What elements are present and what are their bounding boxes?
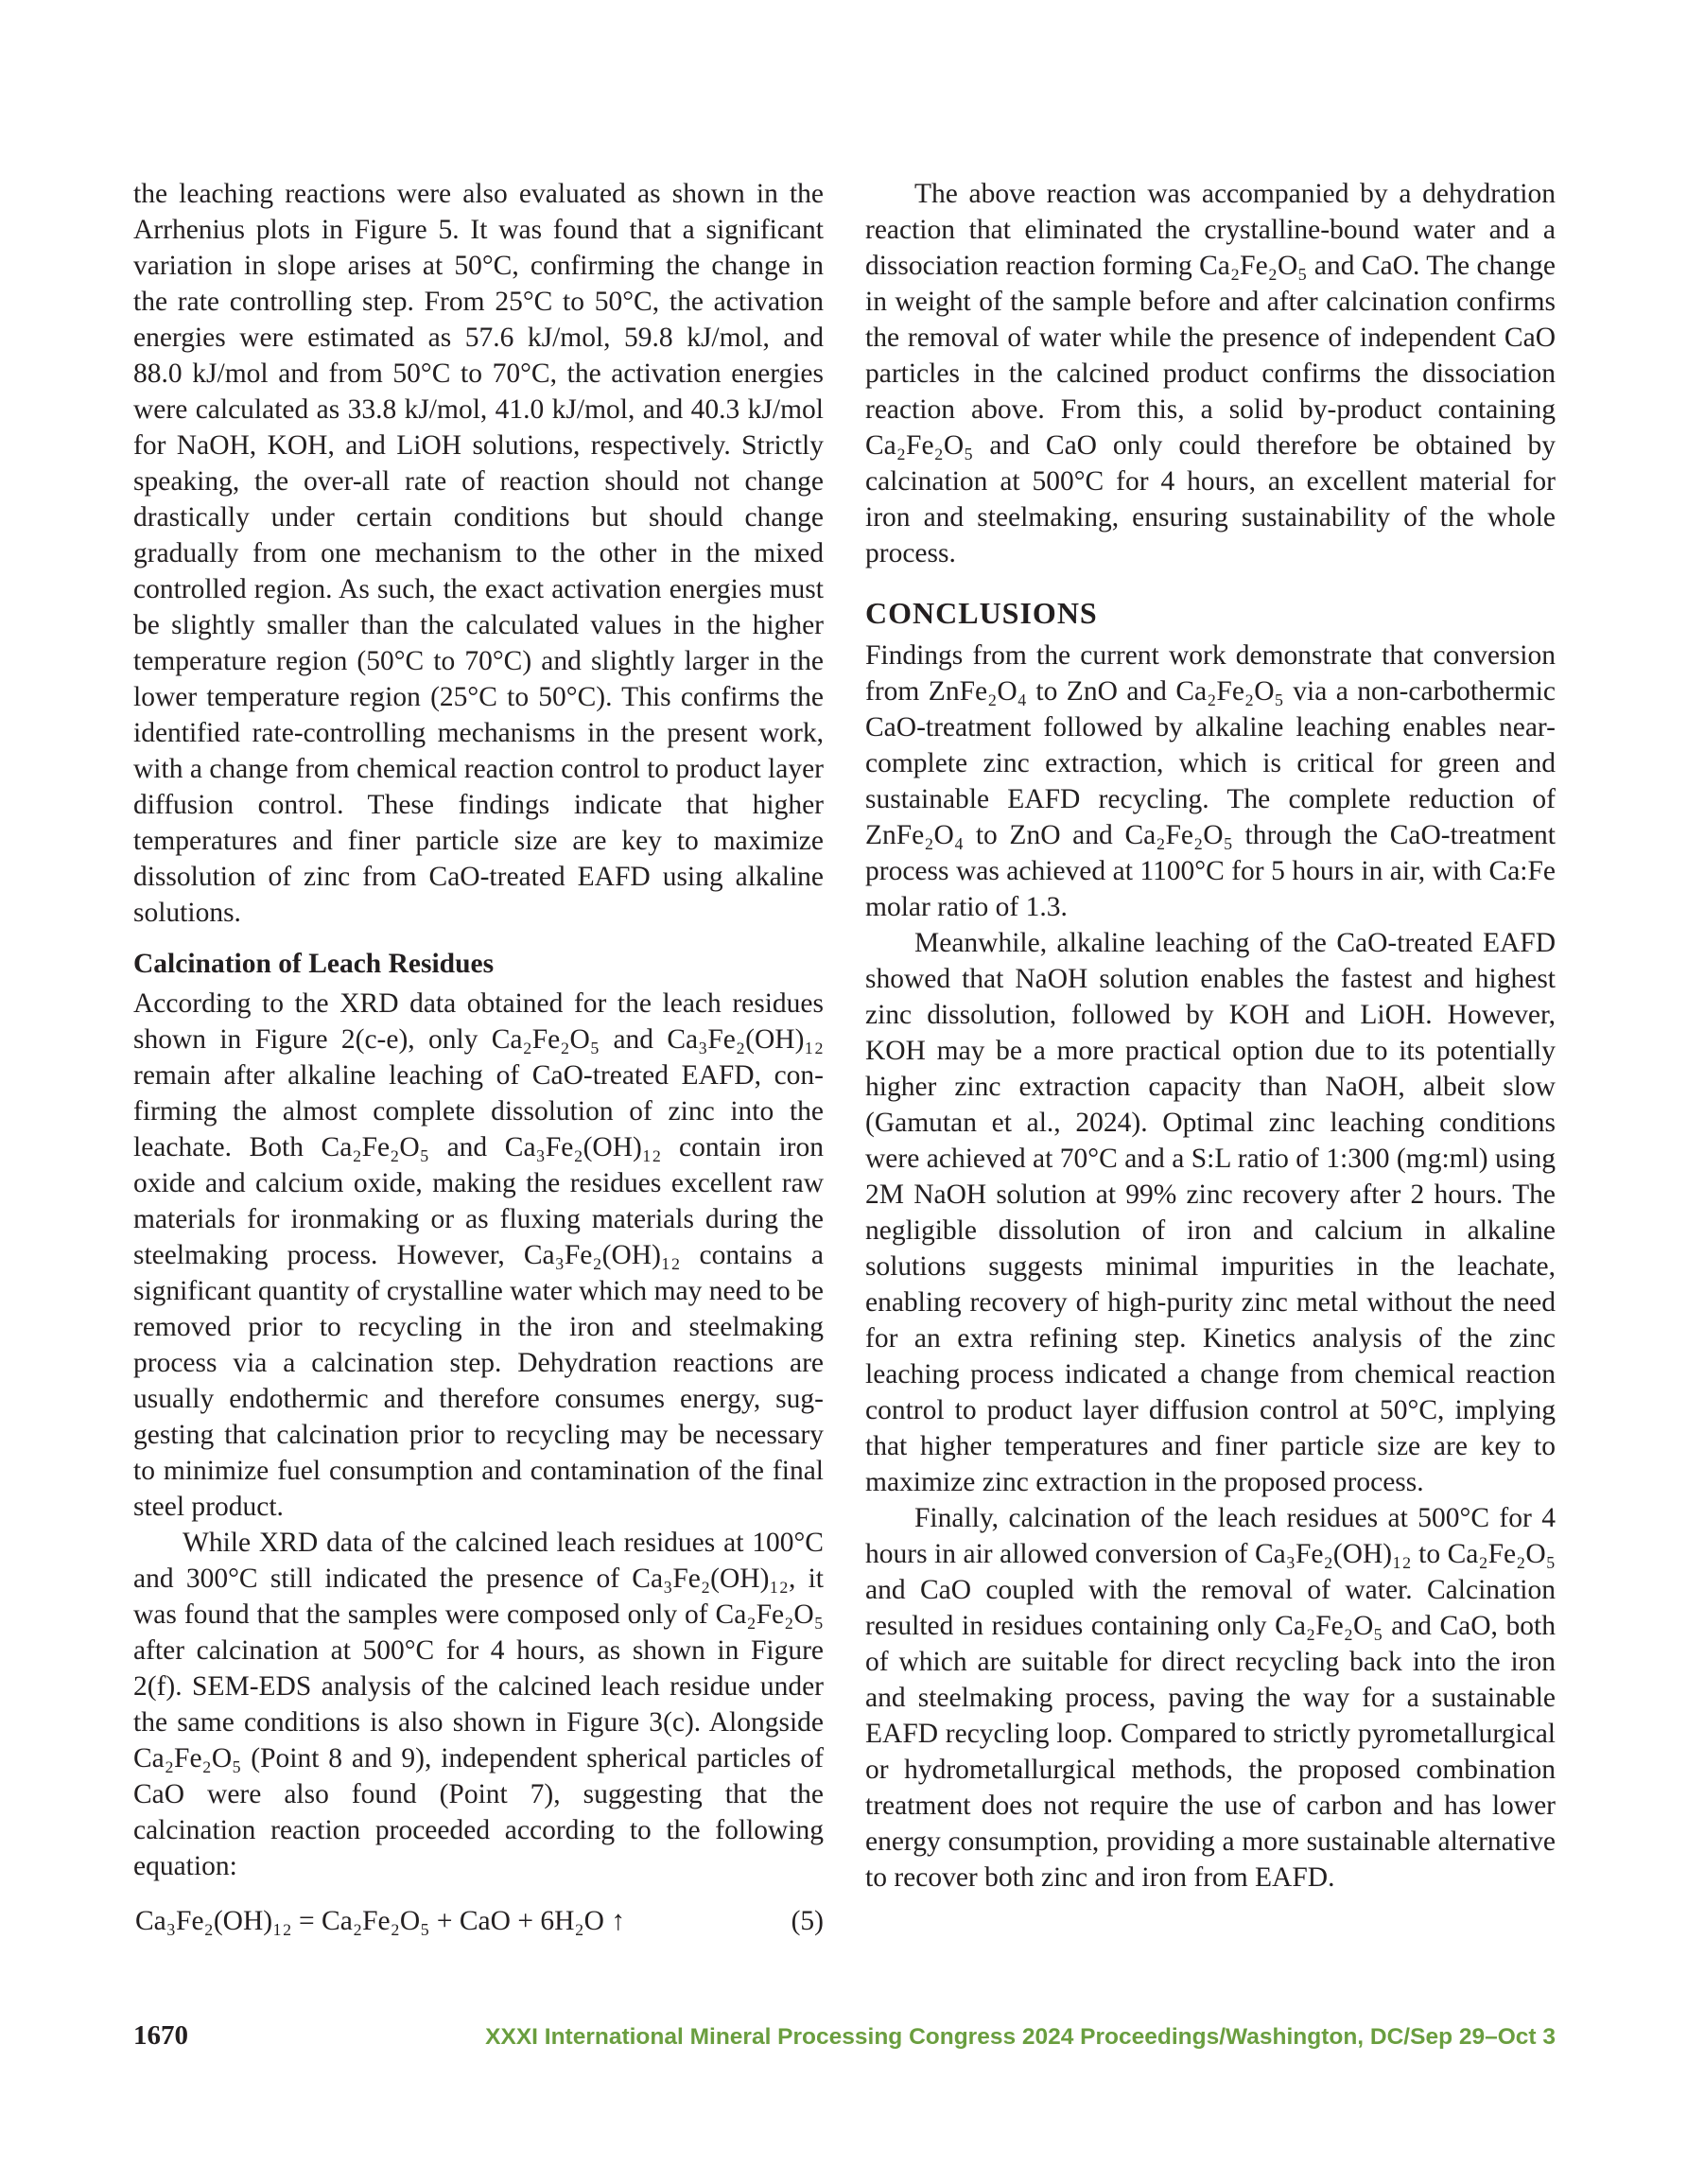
body-paragraph: The above reaction was accompanied by a dehydration reaction that eliminated the crystalline-bound water and a dissociation reaction forming Ca₂Fe₂O₅ and CaO. The change in weight of the sample before and after calcination confirms the removal of water while the presence of independent CaO particles in the calcined product confirms the dissociation reaction above. From this, a solid by-product containing Ca₂Fe₂O₅ and CaO only could therefore be obtained by calcination at 500°C for 4 hours, an excellent material for iron and steelmaking, ensuring sustainability of the whole process. <box>865 179 1556 568</box>
left-column <box>133 176 824 1939</box>
equation-number: (5) <box>791 1906 824 1936</box>
body-paragraph: According to the XRD data obtained for the leach residues shown in Figure 2(c-e), only Ca₂Fe₂O₅ and Ca₃Fe₂(OH)₁₂ remain after alkaline leaching of CaO-treated EAFD, confirming the almost complete dissolution of zinc into the leachate. Both Ca₂Fe₂O₅ and Ca₃Fe₂(OH)₁₂ contain iron oxide and calcium oxide, making the residues excellent raw materials for ironmaking or as fluxing materials during the steelmaking process. However, Ca₃Fe₂(OH)₁₂ contains a significant quantity of crystalline water which may need to be removed prior to recycling in the iron and steelmaking process via a calcination step. Dehydration reactions are usually endothermic and therefore consumes energy, suggesting that calcination prior to recycling may be necessary to minimize fuel consumption and contamination of the final steel product. <box>133 988 824 1522</box>
body-paragraph: Findings from the current work demonstrate that conversion from ZnFe₂O₄ to ZnO and Ca₂Fe₂O₅ via a non-carbothermic CaO-treatment followed by alkaline leaching enables near-complete zinc extraction, which is critical for green and sustainable EAFD recycling. The complete reduction of ZnFe₂O₄ to ZnO and Ca₂Fe₂O₅ through the CaO-treatment process was achieved at 1100°C for 5 hours in air, with Ca:Fe molar ratio of 1.3. <box>865 640 1556 922</box>
subsection-heading: Calcination of Leach Residues <box>133 949 495 979</box>
equation: Ca₃Fe₂(OH)₁₂ = Ca₂Fe₂O₅ + CaO + 6H₂O ↑ <box>135 1906 626 1936</box>
running-footer: XXXI International Mineral Processing Congress 2024 Proceedings/Washington, DC/Sep 29–Oct 3 <box>485 2024 1556 2050</box>
page-number: 1670 <box>133 2020 188 2051</box>
body-paragraph: While XRD data of the calcined leach residues at 100°C and 300°C still indicated the presence of Ca₃Fe₂(OH)₁₂, it was found that the samples were composed only of Ca₂Fe₂O₅ after calcination at 500°C for 4 hours, as shown in Figure 2(f). SEM-EDS analysis of the calcined leach residue under the same conditions is also shown in Figure 3(c). Alongside Ca₂Fe₂O₅ (Point 8 and 9), independent spherical particles of CaO were also found (Point 7), suggesting that the calcination reaction proceeded according to the following equation: <box>133 1528 824 1881</box>
page-footer <box>133 2020 1556 2052</box>
body-paragraph: Finally, calcination of the leach residues at 500°C for 4 hours in air allowed conversion of Ca₃Fe₂(OH)₁₂ to Ca₂Fe₂O₅ and CaO coupled with the removal of water. Calcination resulted in residues containing only Ca₂Fe₂O₅ and CaO, both of which are suitable for direct recycling back into the iron and steelmaking process, paving the way for a sustainable EAFD recycling loop. Compared to strictly pyrometallurgical or hydrometallurgical methods, the proposed combination treatment does not require the use of carbon and has lower energy consumption, providing a more sustainable alternative to recover both zinc and iron from EAFD. <box>865 1503 1556 1893</box>
body-paragraph: the leaching reactions were also evaluated as shown in the Arrhenius plots in Figure 5. It was found that a significant variation in slope arises at 50°C, confirming the change in the rate controlling step. From 25°C to 50°C, the activation energies were estimated as 57.6 kJ/mol, 59.8 kJ/mol, and 88.0 kJ/mol and from 50°C to 70°C, the activation energies were calculated as 33.8 kJ/mol, 41.0 kJ/mol, and 40.3 kJ/mol for NaOH, KOH, and LiOH solutions, respectively. Strictly speaking, the over-all rate of reaction should not change drastically under certain conditions but should change gradually from one mechanism to the other in the mixed controlled region. As such, the exact activation energies must be slightly smaller than the calculated values in the higher temperature region (50°C to 70°C) and slightly larger in the lower temperature region (25°C to 50°C). This confirms the identified rate-controlling mechanisms in the present work, with a change from chemical reaction control to product layer diffusion control. These findings indicate that higher temperatures and finer particle size are key to maximize dissolution of zinc from CaO-treated EAFD using alkaline solutions. <box>133 179 824 928</box>
equation-block <box>133 1903 824 1939</box>
body-paragraph: Meanwhile, alkaline leaching of the CaO-treated EAFD showed that NaOH solution enables the fastest and highest zinc dissolution, followed by KOH and LiOH. However, KOH may be a more practical option due to its potentially higher zinc extraction capacity than NaOH, albeit slow (Gamutan et al., 2024). Optimal zinc leaching conditions were achieved at 70°C and a S:L ratio of 1:300 (mg:ml) using 2M NaOH solution at 99% zinc recovery after 2 hours. The negligible dissolution of iron and calcium in alkaline solutions suggests minimal impurities in the leachate, enabling recovery of high-purity zinc metal without the need for an extra refining step. Kinetics analysis of the zinc leaching process indicated a change from chemical reaction control to product layer diffusion control at 50°C, implying that higher temperatures and finer particle size are key to maximize zinc extraction in the proposed process. <box>865 928 1556 1497</box>
section-heading: CONCLUSIONS <box>865 596 1098 630</box>
right-column <box>865 176 1556 1896</box>
